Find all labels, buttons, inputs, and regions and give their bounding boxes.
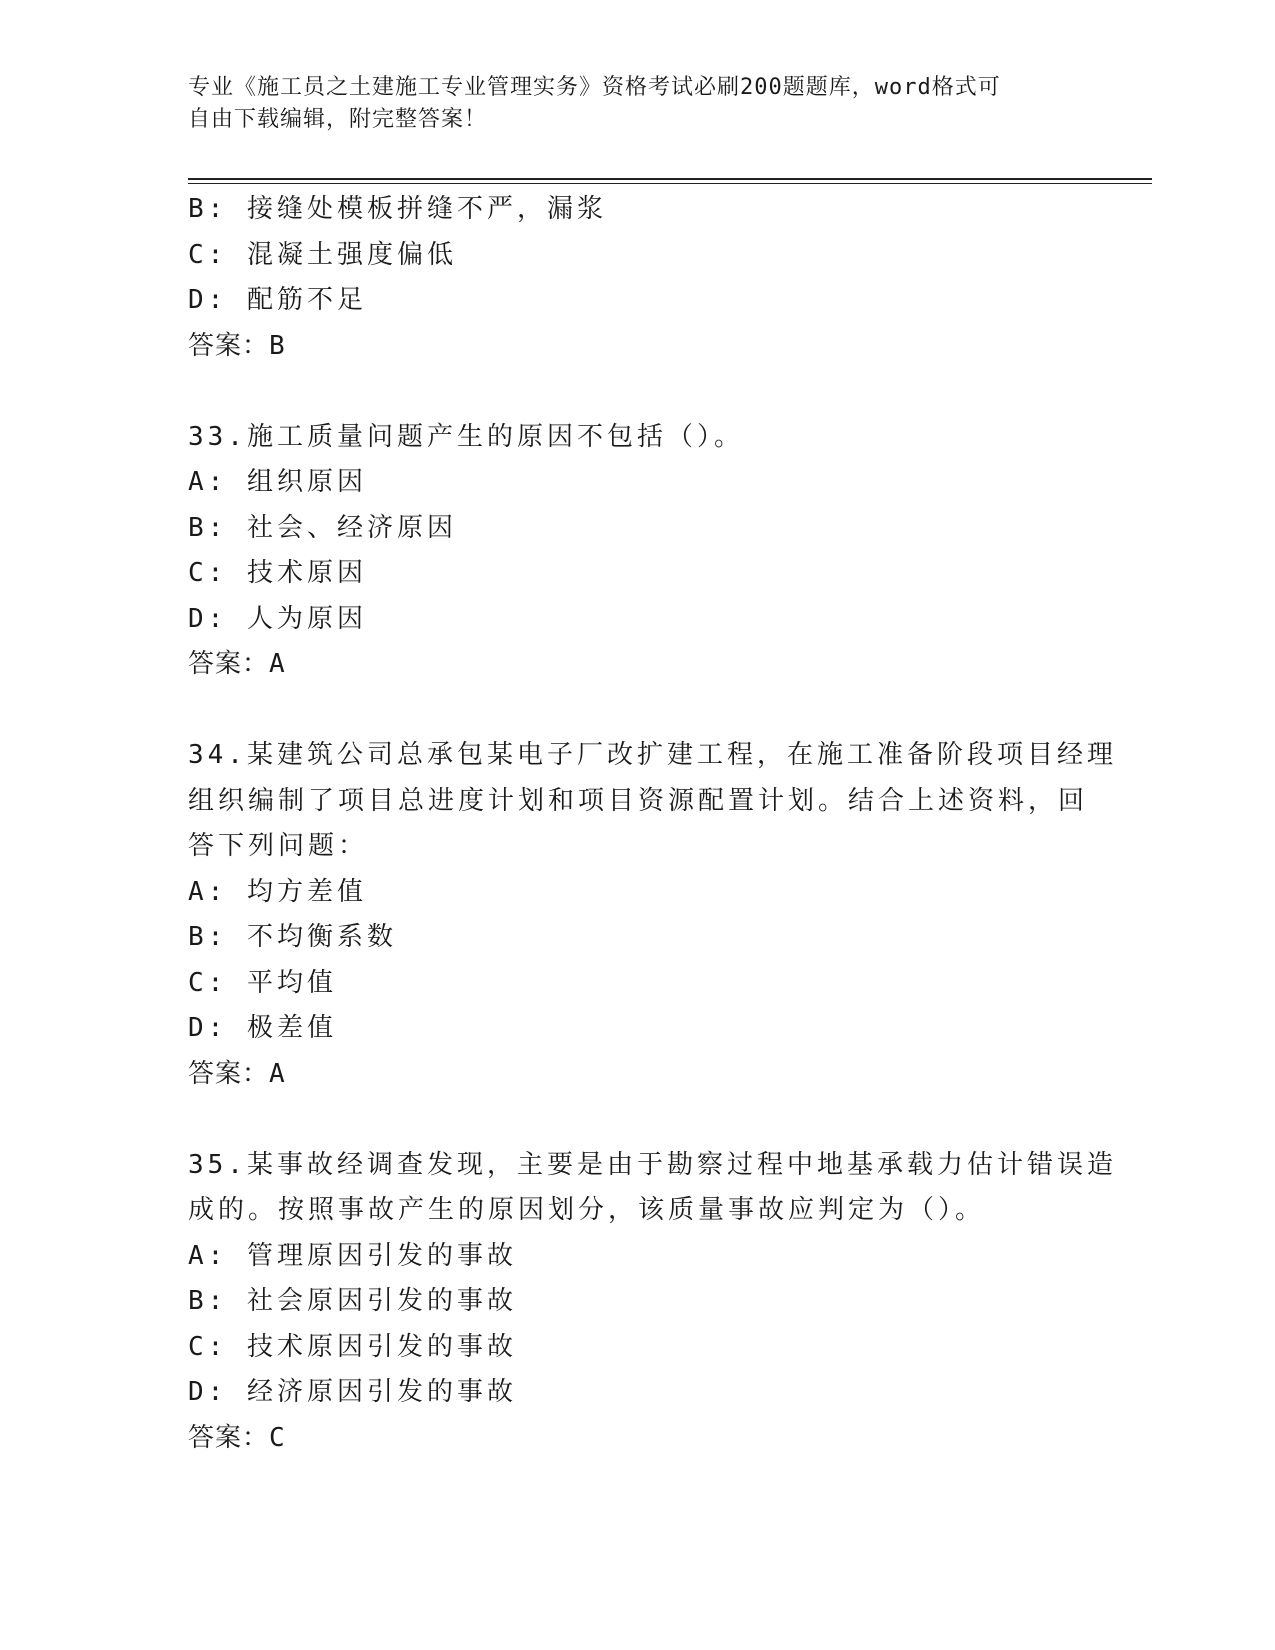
spacer bbox=[188, 369, 1088, 415]
document-header bbox=[188, 72, 1088, 136]
answer-line bbox=[188, 1416, 1088, 1462]
header-line-2: 自由下载编辑，附完整答案！ bbox=[188, 107, 488, 132]
option-d: D: 配筋不足 bbox=[188, 285, 367, 315]
question-list bbox=[188, 187, 1117, 1461]
spacer bbox=[188, 1097, 1088, 1143]
question-text: 34.某建筑公司总承包某电子厂改扩建工程，在施工准备阶段项目经理 bbox=[188, 740, 1117, 770]
question-34 bbox=[188, 733, 1117, 1097]
option-b: B: 社会、经济原因 bbox=[188, 512, 457, 543]
question-text: 成的。按照事故产生的原因划分，该质量事故应判定为（）。 bbox=[188, 1195, 986, 1225]
option-b: B: 接缝处模板拼缝不严，漏浆 bbox=[188, 194, 607, 224]
option-b: B: 社会原因引发的事故 bbox=[188, 1286, 517, 1316]
option-d: D: 极差值 bbox=[188, 1013, 337, 1043]
option-a: A: 管理原因引发的事故 bbox=[188, 1240, 517, 1271]
answer-value: B bbox=[269, 330, 286, 361]
option-a: A: 均方差值 bbox=[188, 876, 367, 907]
header-line-1: 专业《施工员之土建施工专业管理实务》资格考试必刷200题题库，word格式可 bbox=[188, 75, 1001, 100]
answer-value: A bbox=[269, 1058, 286, 1089]
answer-label: 答案： bbox=[188, 1422, 270, 1453]
spacer bbox=[188, 688, 1088, 734]
answer-value: A bbox=[269, 649, 286, 679]
answer-label: 答案： bbox=[188, 330, 270, 361]
answer-line bbox=[188, 1052, 1088, 1098]
option-c: C: 混凝土强度偏低 bbox=[188, 239, 457, 270]
question-text: 35.某事故经调查发现，主要是由于勘察过程中地基承载力估计错误造 bbox=[188, 1149, 1117, 1180]
question-text: 答下列问题： bbox=[188, 831, 369, 861]
option-d: D: 人为原因 bbox=[188, 603, 367, 634]
question-33 bbox=[188, 415, 1088, 688]
header-divider-thin bbox=[188, 183, 1152, 184]
question-35 bbox=[188, 1143, 1117, 1462]
option-d: D: 经济原因引发的事故 bbox=[188, 1377, 517, 1407]
answer-line bbox=[188, 324, 1088, 370]
option-c: C: 平均值 bbox=[188, 967, 337, 998]
answer-label: 答案： bbox=[188, 649, 270, 679]
header-divider-thick bbox=[188, 178, 1152, 180]
option-c: C: 技术原因引发的事故 bbox=[188, 1331, 517, 1362]
answer-label: 答案： bbox=[188, 1058, 270, 1089]
answer-value: C bbox=[269, 1422, 286, 1453]
option-c: C: 技术原因 bbox=[188, 558, 367, 588]
question-32-continuation bbox=[188, 187, 1088, 369]
option-a: A: 组织原因 bbox=[188, 467, 367, 497]
question-text: 33.施工质量问题产生的原因不包括（）。 bbox=[188, 421, 744, 452]
option-b: B: 不均衡系数 bbox=[188, 922, 397, 952]
question-text: 组织编制了项目总进度计划和项目资源配置计划。结合上述资料，回 bbox=[188, 785, 1089, 816]
answer-line bbox=[188, 642, 1088, 688]
